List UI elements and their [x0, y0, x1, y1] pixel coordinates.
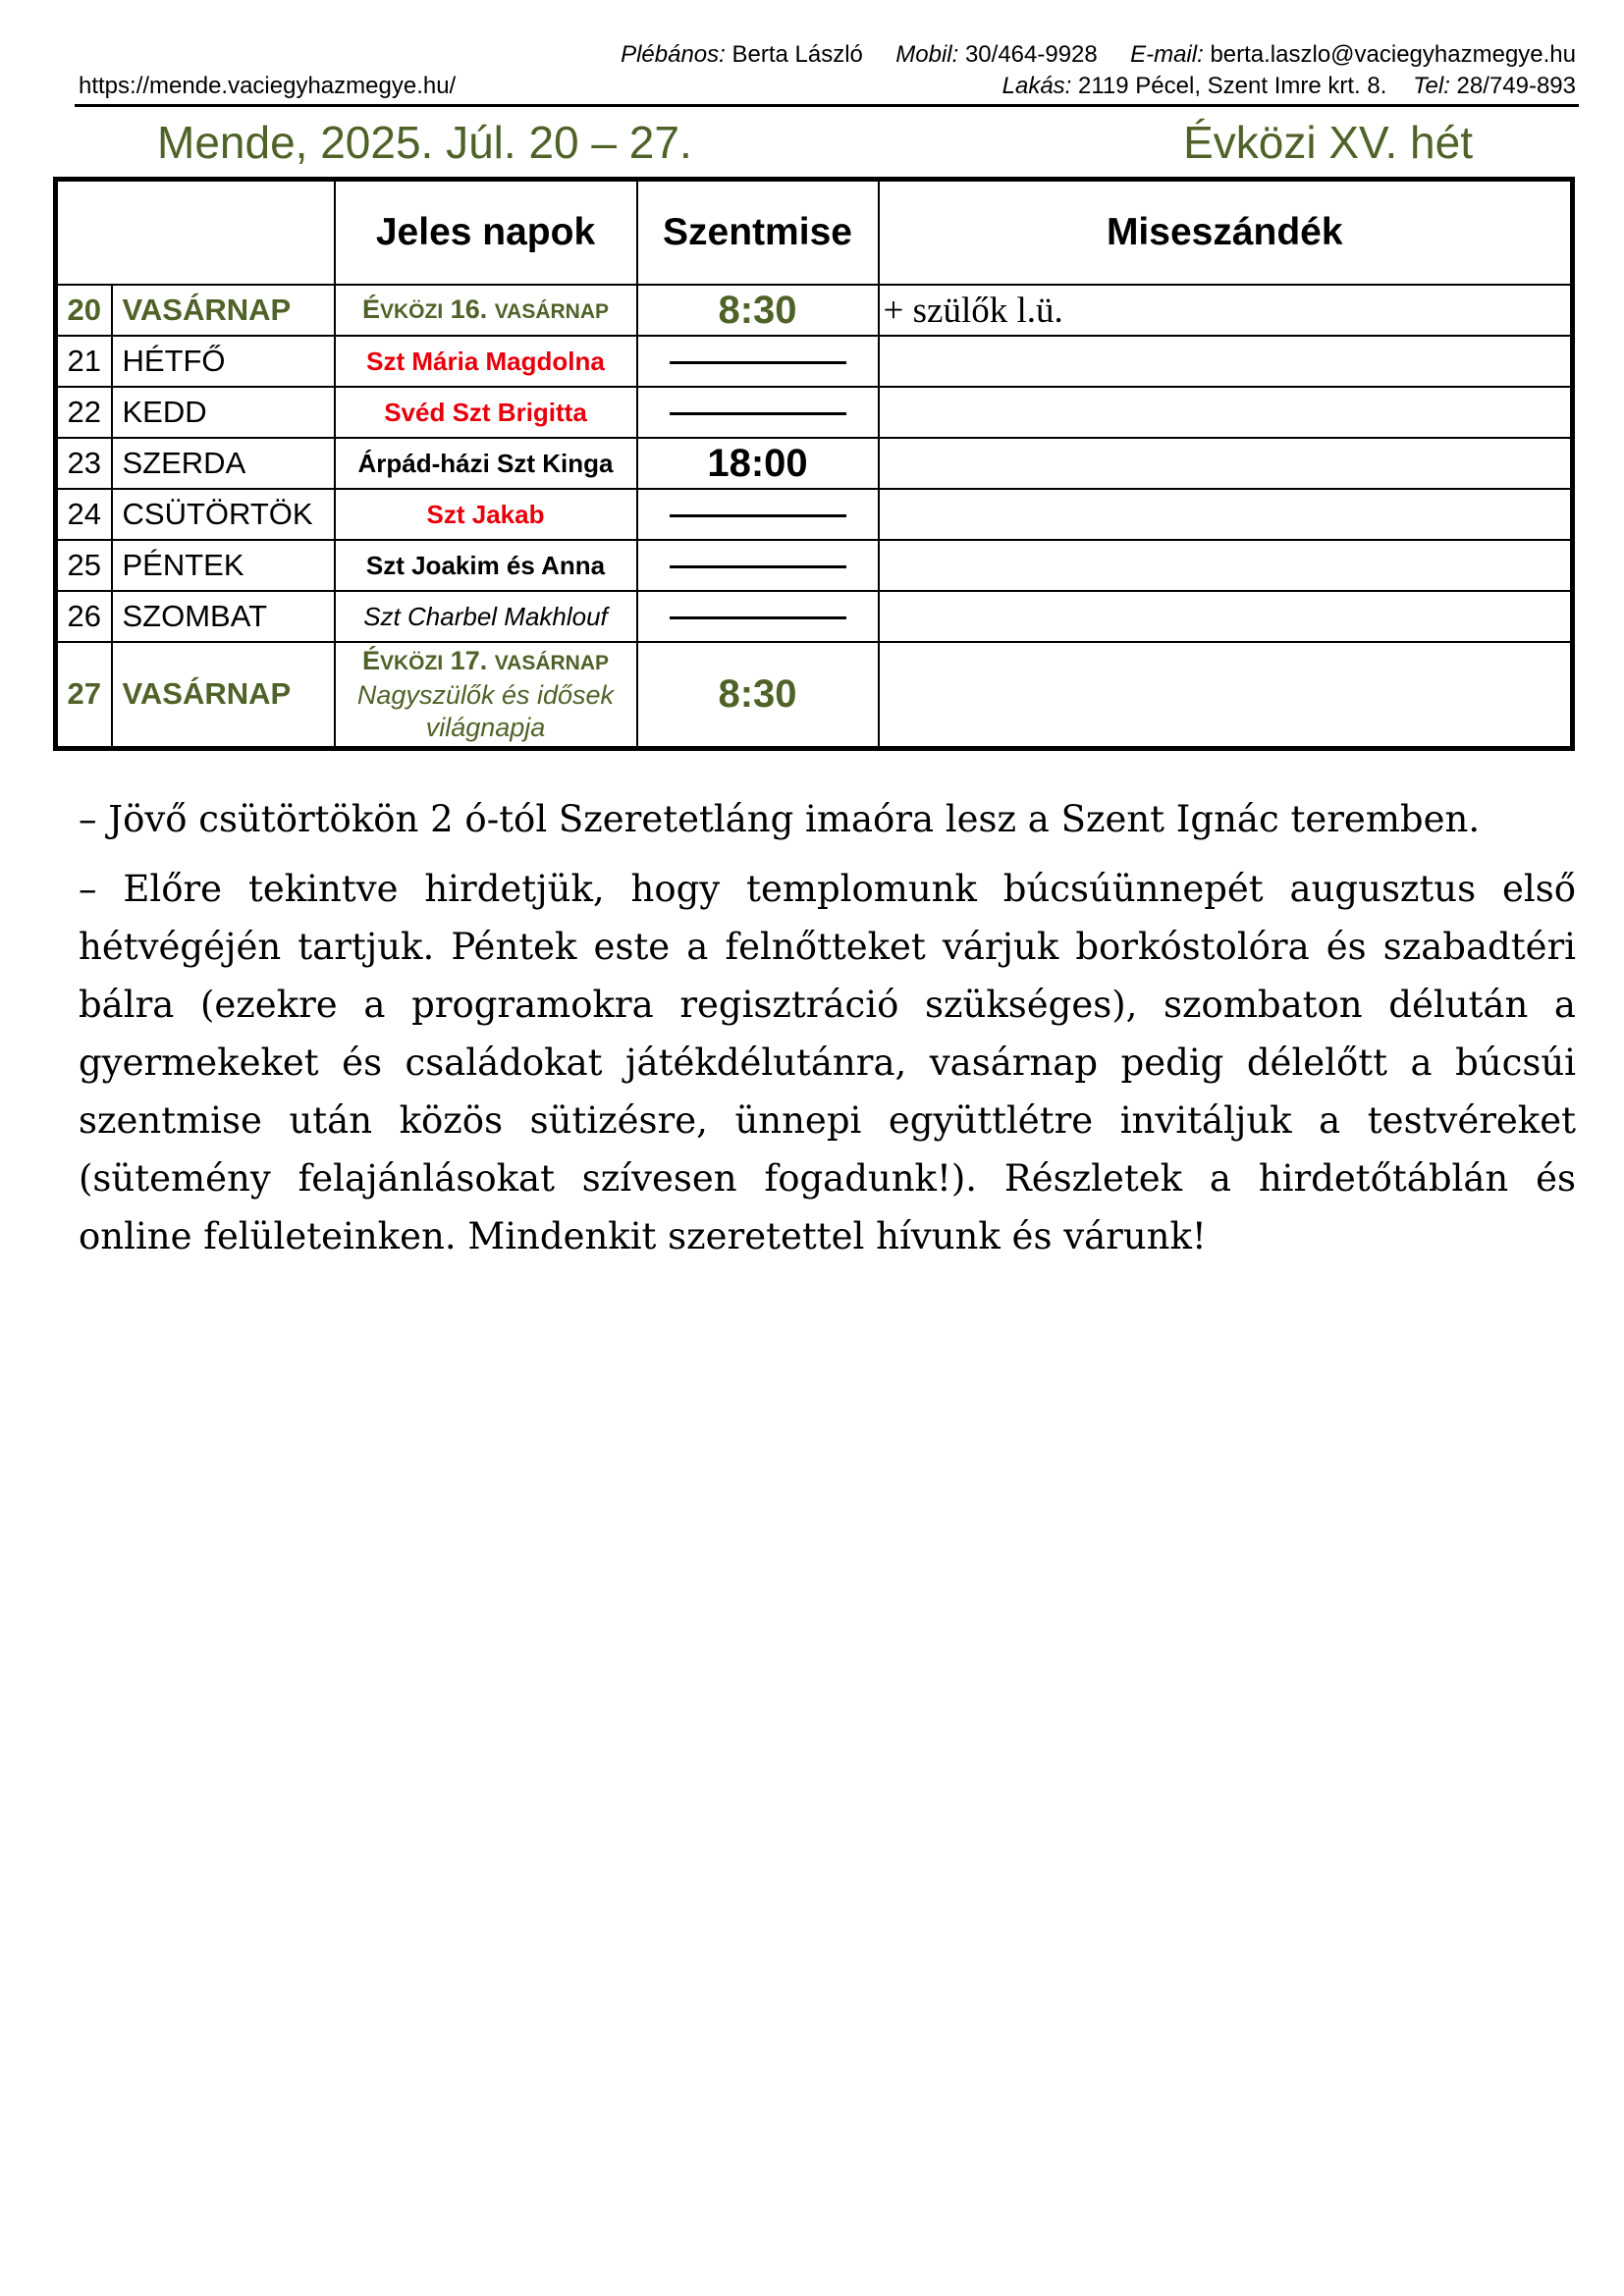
row-mass-time: 8:30 — [637, 642, 879, 748]
priest-label: Plébános: — [621, 41, 726, 68]
mobile-number[interactable]: 30/464-9928 — [964, 41, 1098, 68]
row-feast: Szt Jakab — [335, 489, 637, 540]
table-header-row — [56, 180, 1573, 286]
row-intention — [879, 438, 1573, 489]
title-right: Évközi XV. hét — [1183, 117, 1473, 168]
contact-line-2 — [79, 71, 1576, 102]
home-label: Lakás: — [1001, 73, 1072, 99]
header-blank — [56, 180, 335, 286]
row-feast: Szt Joakim és Anna — [335, 540, 637, 591]
row-mass-time: 8:30 — [637, 285, 879, 336]
contact-header — [79, 39, 1576, 102]
row-intention — [879, 387, 1573, 438]
no-mass-dash — [670, 565, 846, 568]
email-label: E-mail: — [1130, 41, 1204, 68]
row-feast-subtitle: Nagyszülők és idősek világnapja — [356, 679, 615, 742]
contact-line-1 — [79, 39, 1576, 71]
table-row — [56, 642, 1573, 748]
row-mass-none — [637, 540, 879, 591]
header-divider — [75, 104, 1579, 107]
tel-label: Tel: — [1413, 73, 1450, 99]
row-day-number: 27 — [56, 642, 112, 748]
row-feast: Árpád-házi Szt Kinga — [335, 438, 637, 489]
row-day-name: PÉNTEK — [112, 540, 335, 591]
row-mass-none — [637, 489, 879, 540]
no-mass-dash — [670, 412, 846, 415]
tel-number[interactable]: 28/749-893 — [1456, 73, 1576, 99]
row-feast: ÉVKÖZI 16. VASÁRNAP — [335, 285, 637, 336]
row-feast: Szt Mária Magdolna — [335, 336, 637, 387]
row-day-name: VASÁRNAP — [112, 642, 335, 748]
row-day-name: VASÁRNAP — [112, 285, 335, 336]
row-intention: + szülők l.ü. — [879, 285, 1573, 336]
header-feast: Jeles napok — [335, 180, 637, 286]
row-day-name: CSÜTÖRTÖK — [112, 489, 335, 540]
mobile-label: Mobil: — [895, 41, 959, 68]
row-intention — [879, 642, 1573, 748]
table-row — [56, 489, 1573, 540]
mass-schedule-table — [53, 177, 1575, 751]
row-intention — [879, 540, 1573, 591]
row-mass-none — [637, 387, 879, 438]
row-day-number: 21 — [56, 336, 112, 387]
table-row — [56, 285, 1573, 336]
row-mass-time: 18:00 — [637, 438, 879, 489]
row-day-number: 22 — [56, 387, 112, 438]
announcements — [79, 790, 1576, 1277]
row-day-number: 24 — [56, 489, 112, 540]
row-day-name: SZOMBAT — [112, 591, 335, 642]
website-link[interactable]: https://mende.vaciegyhazmegye.hu/ — [79, 73, 457, 99]
announcement-paragraph: – Előre tekintve hirdetjük, hogy templomunk búcsúünnepét augusztus első hétvégéjén tartjuk. Péntek este a felnőtteket várjuk borkóstolóra és szabadtéri bálra (ezekre a programokra regisztráció szükséges), szombaton délután a gyermekeket és családokat játékdélutánra, vasárnap pedig délelőtt a búcsúi szentmise után közös sütizésre, ünnepi együttlétre invitáljuk a testvéreket (sütemény felajánlásokat szívesen fogadunk!). Részletek a hirdetőtáblán és online felületeinken. Mindenkit szeretettel hívunk és várunk! — [79, 868, 1576, 1257]
row-mass-none — [637, 336, 879, 387]
table-row — [56, 336, 1573, 387]
row-day-name: KEDD — [112, 387, 335, 438]
title-left: Mende, 2025. Júl. 20 – 27. — [157, 117, 692, 168]
table-row — [56, 387, 1573, 438]
row-intention — [879, 489, 1573, 540]
row-intention — [879, 336, 1573, 387]
row-day-number: 26 — [56, 591, 112, 642]
row-day-number: 25 — [56, 540, 112, 591]
home-address: 2119 Pécel, Szent Imre krt. 8. — [1078, 73, 1387, 99]
address-block — [1002, 71, 1576, 102]
row-day-name: SZERDA — [112, 438, 335, 489]
no-mass-dash — [670, 514, 846, 517]
row-feast: Szt Charbel Makhlouf — [335, 591, 637, 642]
announcement-paragraph: – Jövő csütörtökön 2 ó-tól Szeretetláng imaóra lesz a Szent Ignác teremben. — [79, 798, 1481, 840]
row-feast: ÉVKÖZI 17. VASÁRNAP Nagyszülők és idősek világnapja — [335, 642, 637, 748]
header-intention: Miseszándék — [879, 180, 1573, 286]
no-mass-dash — [670, 616, 846, 619]
header-mass: Szentmise — [637, 180, 879, 286]
table-row — [56, 438, 1573, 489]
row-mass-none — [637, 591, 879, 642]
priest-name: Berta László — [731, 41, 863, 68]
no-mass-dash — [670, 361, 846, 364]
table-row — [56, 591, 1573, 642]
table-row — [56, 540, 1573, 591]
row-intention — [879, 591, 1573, 642]
email-address[interactable]: berta.laszlo@vaciegyhazmegye.hu — [1210, 41, 1576, 68]
row-day-number: 20 — [56, 285, 112, 336]
page-title — [157, 114, 1473, 171]
row-day-name: HÉTFŐ — [112, 336, 335, 387]
row-day-number: 23 — [56, 438, 112, 489]
row-feast: Svéd Szt Brigitta — [335, 387, 637, 438]
